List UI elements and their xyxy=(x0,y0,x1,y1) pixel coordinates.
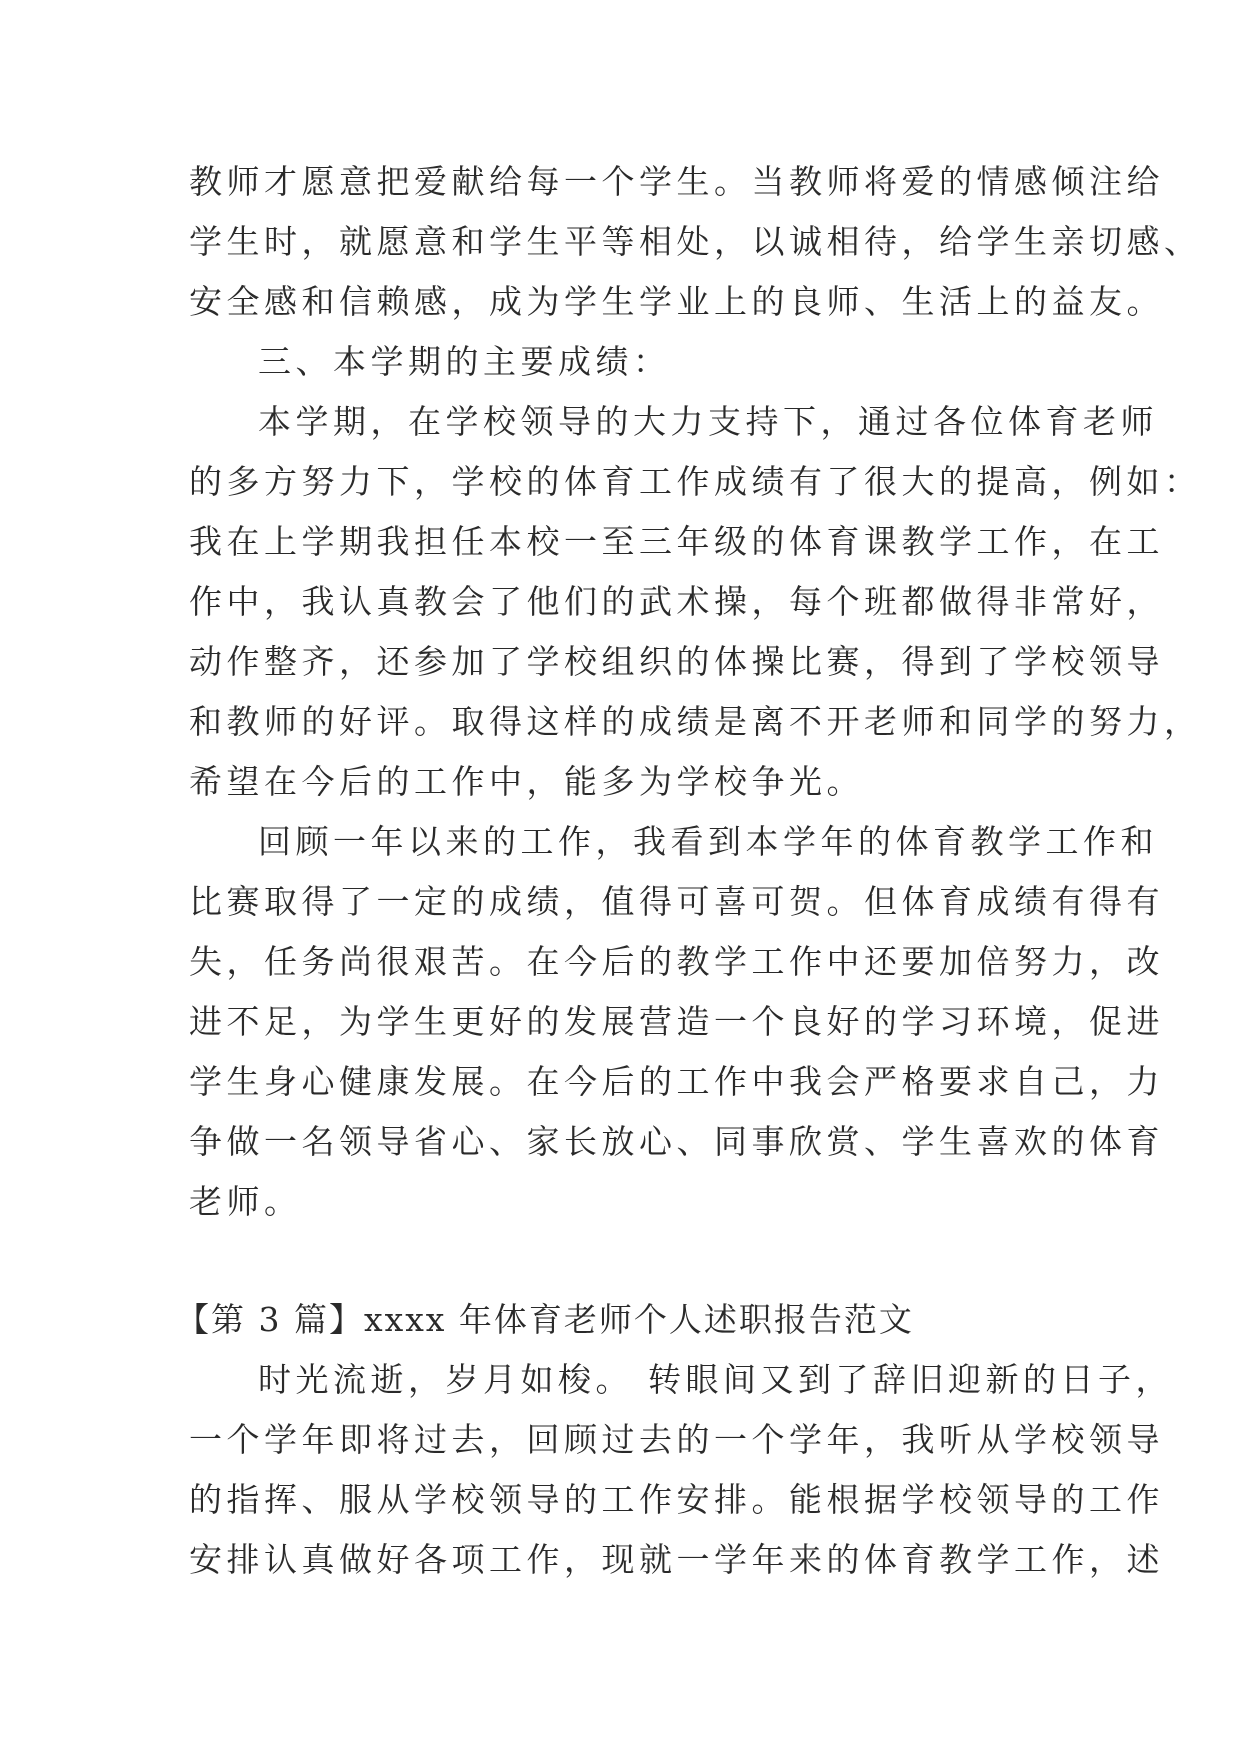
text-line: 教师才愿意把爱献给每一个学生。当教师将爱的情感倾注给 xyxy=(189,162,1164,201)
text-line: 学生时，就愿意和学生平等相处，以诚相待，给学生亲切感、 xyxy=(189,222,1202,261)
text-line: 安全感和信赖感，成为学生学业上的良师、生活上的益友。 xyxy=(189,282,1164,321)
text-line: 的指挥、服从学校领导的工作安排。能根据学校领导的工作 xyxy=(189,1480,1164,1519)
text-line: 进不足，为学生更好的发展营造一个良好的学习环境，促进 xyxy=(189,1002,1164,1041)
text-line: 和教师的好评。取得这样的成绩是离不开老师和同学的努力， xyxy=(189,702,1202,741)
text-line: 我在上学期我担任本校一至三年级的体育课教学工作，在工 xyxy=(189,522,1164,561)
text-line: 希望在今后的工作中，能多为学校争光。 xyxy=(189,762,864,801)
text-line: 动作整齐，还参加了学校组织的体操比赛，得到了学校领导 xyxy=(189,642,1164,681)
text-line: 回顾一年以来的工作，我看到本学年的体育教学工作和 xyxy=(258,822,1158,861)
text-line: 比赛取得了一定的成绩，值得可喜可贺。但体育成绩有得有 xyxy=(189,882,1164,921)
article-title: 【第 3 篇】xxxx 年体育老师个人述职报告范文 xyxy=(176,1300,914,1339)
text-line: 争做一名领导省心、家长放心、同事欣赏、学生喜欢的体育 xyxy=(189,1122,1164,1161)
section-heading: 三、本学期的主要成绩： xyxy=(258,342,671,381)
text-line: 失，任务尚很艰苦。在今后的教学工作中还要加倍努力，改 xyxy=(189,942,1164,981)
text-line: 学生身心健康发展。在今后的工作中我会严格要求自己，力 xyxy=(189,1062,1164,1101)
text-line: 时光流逝，岁月如梭。 转眼间又到了辞旧迎新的日子， xyxy=(258,1360,1173,1399)
text-line: 安排认真做好各项工作，现就一学年来的体育教学工作，述 xyxy=(189,1540,1164,1579)
text-line: 作中，我认真教会了他们的武术操，每个班都做得非常好， xyxy=(189,582,1164,621)
text-line: 的多方努力下，学校的体育工作成绩有了很大的提高，例如： xyxy=(189,462,1202,501)
text-line: 老师。 xyxy=(189,1182,302,1221)
text-line: 一个学年即将过去，回顾过去的一个学年，我听从学校领导 xyxy=(189,1420,1164,1459)
text-line: 本学期，在学校领导的大力支持下，通过各位体育老师 xyxy=(258,402,1158,441)
